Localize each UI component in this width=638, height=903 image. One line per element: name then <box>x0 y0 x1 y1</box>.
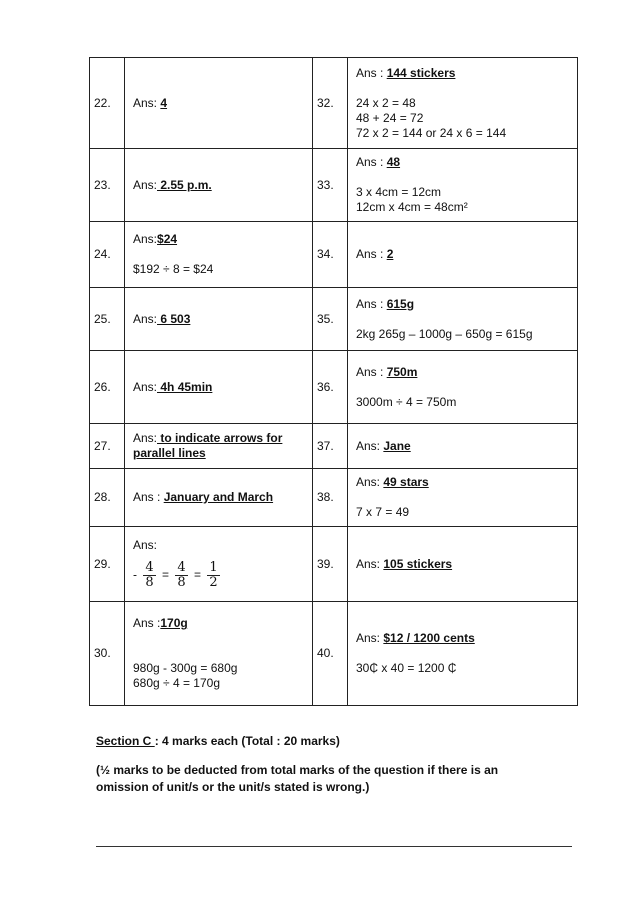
working-line: 72 x 2 = 144 or 24 x 6 = 144 <box>356 125 507 140</box>
answer-value-continued: parallel lines <box>133 446 206 460</box>
answer-prefix: Ans: <box>133 232 158 246</box>
answer-cell <box>348 58 578 149</box>
answer-cell <box>125 222 313 288</box>
answer-cell <box>348 222 578 288</box>
table-row <box>90 222 578 288</box>
answer-value: 2 <box>386 247 394 261</box>
answer-value: 144 stickers <box>386 65 456 80</box>
answer-value: 6 503 <box>157 311 191 326</box>
answer-prefix: Ans: <box>133 538 158 552</box>
question-number: 30. <box>90 602 125 706</box>
section-c-block <box>96 733 576 796</box>
answer-prefix: Ans : <box>356 155 387 169</box>
question-number: 28. <box>90 469 125 527</box>
fraction <box>175 561 187 590</box>
fraction-expression <box>133 561 304 590</box>
answer-prefix: Ans: <box>133 177 158 192</box>
working-line: $192 ÷ 8 = $24 <box>133 262 214 276</box>
answer-prefix: Ans: <box>356 631 384 645</box>
answer-prefix: Ans : <box>356 65 387 80</box>
answer-value: 105 stickers <box>383 556 453 571</box>
note-line: omission of unit/s or the unit/s stated is wrong.) <box>96 780 370 794</box>
question-number: 34. <box>313 222 348 288</box>
answer-prefix: Ans: <box>133 431 158 445</box>
answer-prefix: Ans : <box>133 616 161 630</box>
answer-prefix: Ans: <box>133 95 161 110</box>
question-number: 36. <box>313 351 348 424</box>
answer-cell <box>125 602 313 706</box>
answer-value: 4 <box>160 95 168 110</box>
question-number: 24. <box>90 222 125 288</box>
answer-value: $24 <box>157 232 178 246</box>
working-line: 24 x 2 = 48 <box>356 95 416 110</box>
answer-value: 170g <box>160 616 188 630</box>
numerator: 1 <box>209 560 218 575</box>
answer-prefix: Ans: <box>356 438 384 453</box>
denominator: 2 <box>209 575 218 590</box>
bottom-rule <box>96 846 572 847</box>
table-row <box>90 288 578 351</box>
answer-prefix: Ans: <box>356 475 384 489</box>
answer-cell <box>348 288 578 351</box>
working-line: 980g - 300g = 680g <box>133 661 238 675</box>
answer-cell <box>125 351 313 424</box>
table-row <box>90 527 578 602</box>
denominator: 8 <box>177 575 186 590</box>
working-line: 12cm x 4cm = 48cm² <box>356 200 468 214</box>
answer-value: 615g <box>386 296 415 311</box>
table-row <box>90 602 578 706</box>
answer-value: 4h 45min <box>157 379 213 394</box>
answer-cell <box>348 351 578 424</box>
numerator: 4 <box>145 560 154 575</box>
working-line: 3 x 4cm = 12cm <box>356 185 442 199</box>
question-number: 25. <box>90 288 125 351</box>
equals-sign: = <box>193 567 201 582</box>
working-line: 30₵ x 40 = 1200 ₵ <box>356 661 457 675</box>
answer-cell <box>348 469 578 527</box>
answer-prefix: Ans : <box>356 296 387 311</box>
working-line: 680g ÷ 4 = 170g <box>133 676 220 690</box>
answer-value: $12 / 1200 cents <box>383 631 475 645</box>
question-number: 22. <box>90 58 125 149</box>
question-number: 35. <box>313 288 348 351</box>
table-row <box>90 58 578 149</box>
answer-cell <box>348 527 578 602</box>
answer-cell <box>125 424 313 469</box>
answer-value: 2.55 p.m. <box>157 177 212 192</box>
denominator: 8 <box>145 575 154 590</box>
question-number: 27. <box>90 424 125 469</box>
answer-cell <box>125 149 313 222</box>
answer-value: 49 stars <box>383 475 429 489</box>
answer-cell <box>125 469 313 527</box>
answer-value: to indicate arrows for <box>157 431 283 445</box>
working-line: 7 x 7 = 49 <box>356 505 410 519</box>
question-number: 40. <box>313 602 348 706</box>
table-row <box>90 424 578 469</box>
working-line: 2kg 265g – 1000g – 650g = 615g <box>356 326 533 341</box>
question-number: 32. <box>313 58 348 149</box>
answer-prefix: Ans : <box>133 490 164 504</box>
working-line: 3000m ÷ 4 = 750m <box>356 394 457 409</box>
answer-prefix: Ans: <box>133 311 158 326</box>
answer-cell <box>125 58 313 149</box>
answer-cell <box>348 149 578 222</box>
note-line: (½ marks to be deducted from total marks of the question if there is an <box>96 763 499 777</box>
answer-cell <box>348 602 578 706</box>
answer-value: 48 <box>386 155 401 169</box>
answer-prefix: Ans : <box>356 247 387 261</box>
answer-prefix: Ans: <box>356 556 384 571</box>
answer-cell <box>348 424 578 469</box>
section-heading <box>96 733 576 750</box>
answer-value: Jane <box>383 438 411 453</box>
answer-table <box>89 57 578 706</box>
question-number: 37. <box>313 424 348 469</box>
fraction <box>207 561 219 590</box>
answer-value: 750m <box>386 364 418 379</box>
question-number: 29. <box>90 527 125 602</box>
answer-prefix: Ans : <box>356 364 387 379</box>
section-marks: : 4 marks each (Total : 20 marks) <box>154 734 340 748</box>
answer-prefix: Ans: <box>133 379 158 394</box>
numerator: 4 <box>177 560 186 575</box>
table-row <box>90 469 578 527</box>
section-title: Section C <box>96 734 155 748</box>
question-number: 26. <box>90 351 125 424</box>
question-number: 39. <box>313 527 348 602</box>
answer-value: January and March <box>163 490 274 504</box>
section-note <box>96 762 576 796</box>
minus-sign: - <box>133 567 137 582</box>
answer-cell <box>125 288 313 351</box>
fraction <box>143 561 155 590</box>
table-row <box>90 351 578 424</box>
question-number: 23. <box>90 149 125 222</box>
question-number: 38. <box>313 469 348 527</box>
equals-sign: = <box>161 567 169 582</box>
table-row <box>90 149 578 222</box>
working-line: 48 + 24 = 72 <box>356 110 424 125</box>
question-number: 33. <box>313 149 348 222</box>
answer-cell <box>125 527 313 602</box>
